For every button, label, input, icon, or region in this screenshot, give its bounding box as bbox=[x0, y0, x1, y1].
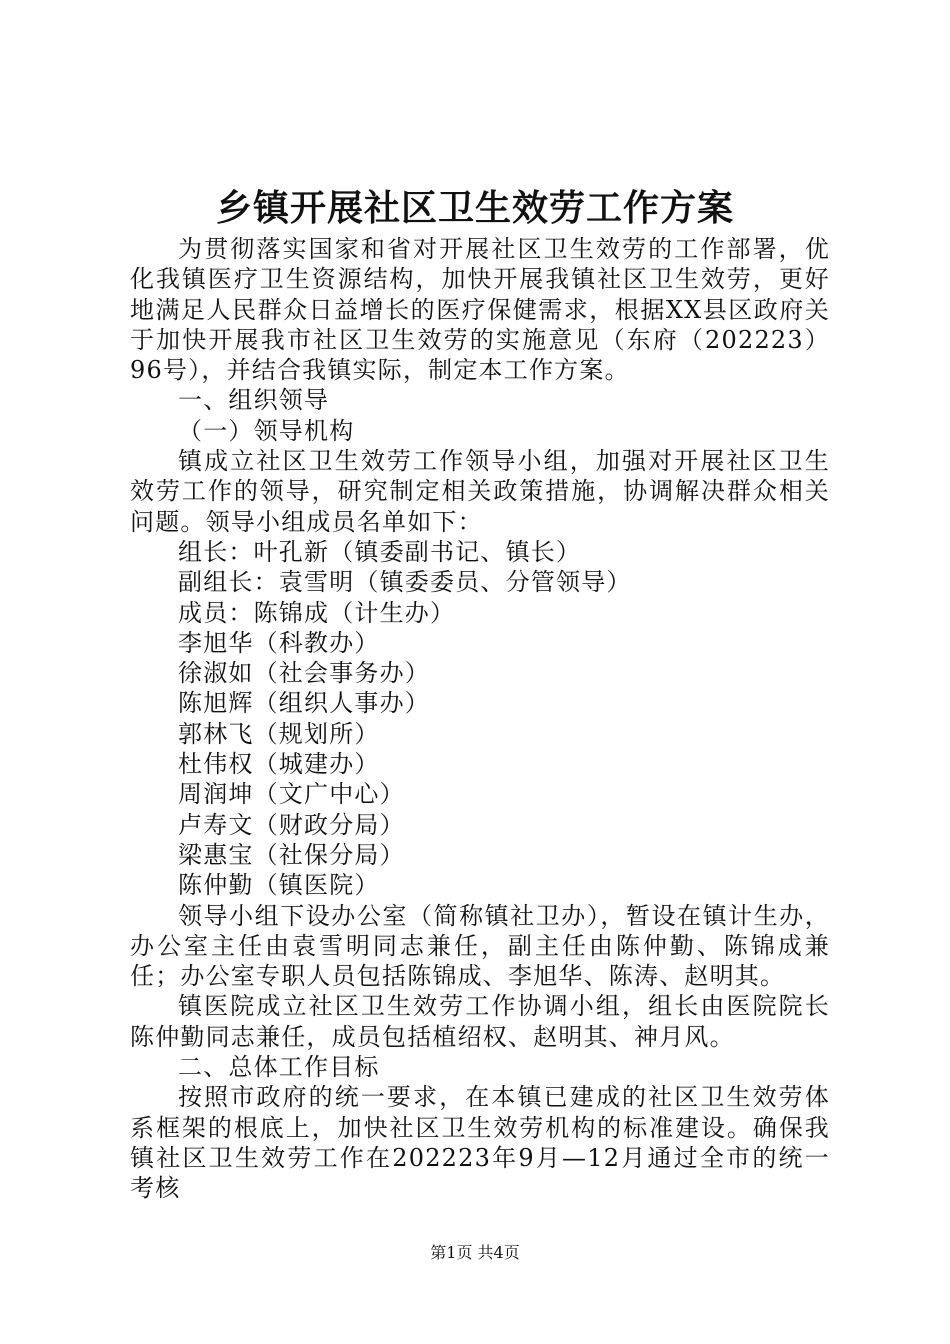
members-line: 成员：陈锦成（计生办） bbox=[178, 598, 456, 627]
goals-paragraph: 按照市政府的统一要求，在本镇已建成的社区卫生效劳体系框架的根底上，加快社区卫生效劳机构的标准建设。确保我镇社区卫生效劳工作在202223年9月—12月通过全市的统一考核 bbox=[130, 1083, 830, 1203]
group-leader-line: 组长：叶孔新（镇委副书记、镇长） bbox=[178, 537, 582, 566]
section-heading-goals: 二、总体工作目标 bbox=[178, 1053, 380, 1082]
member-item: 梁惠宝（社保分局） bbox=[178, 840, 405, 869]
section-heading-organization: 一、组织领导 bbox=[178, 386, 330, 415]
vice-leader-line: 副组长：袁雪明（镇委委员、分管领导） bbox=[178, 568, 632, 597]
subsection-heading-leadership: （一）领导机构 bbox=[178, 416, 355, 445]
member-item: 陈旭辉（组织人事办） bbox=[178, 689, 430, 718]
member-item: 卢寿文（财政分局） bbox=[178, 810, 405, 839]
office-paragraph: 领导小组下设办公室（简称镇社卫办），暂设在镇计生办，办公室主任由袁雪明同志兼任，副主任由陈仲勤、陈锦成兼任；办公室专职人员包括陈锦成、李旭华、陈涛、赵明其。 bbox=[130, 901, 830, 991]
intro-paragraph: 为贯彻落实国家和省对开展社区卫生效劳的工作部署，优化我镇医疗卫生资源结构，加快开展我镇社区卫生效劳，更好地满足人民群众日益增长的医疗保健需求，根据XX县区政府关于加快开展我市社区卫生效劳的实施意见（东府（202223）96号），并结合我镇实际，制定本工作方案。 bbox=[130, 235, 830, 385]
member-item: 李旭华（科教办） bbox=[178, 628, 380, 657]
hospital-paragraph: 镇医院成立社区卫生效劳工作协调小组，组长由医院院长陈仲勤同志兼任，成员包括植绍权、赵明其、神月风。 bbox=[130, 992, 830, 1051]
member-item: 陈仲勤（镇医院） bbox=[178, 871, 380, 900]
member-item: 周润坤（文广中心） bbox=[178, 780, 405, 809]
member-item: 徐淑如（社会事务办） bbox=[178, 659, 430, 688]
document-body bbox=[130, 234, 830, 1204]
document-title: 乡镇开展社区卫生效劳工作方案 bbox=[215, 187, 734, 229]
leadership-paragraph: 镇成立社区卫生效劳工作领导小组，加强对开展社区卫生效劳工作的领导，研究制定相关政策措施，协调解决群众相关问题。领导小组成员名单如下： bbox=[130, 447, 830, 536]
member-item: 杜伟权（城建办） bbox=[178, 750, 380, 779]
member-item: 郭林飞（规划所） bbox=[178, 719, 380, 748]
page-footer: 第1页 共4页 bbox=[430, 1243, 520, 1262]
